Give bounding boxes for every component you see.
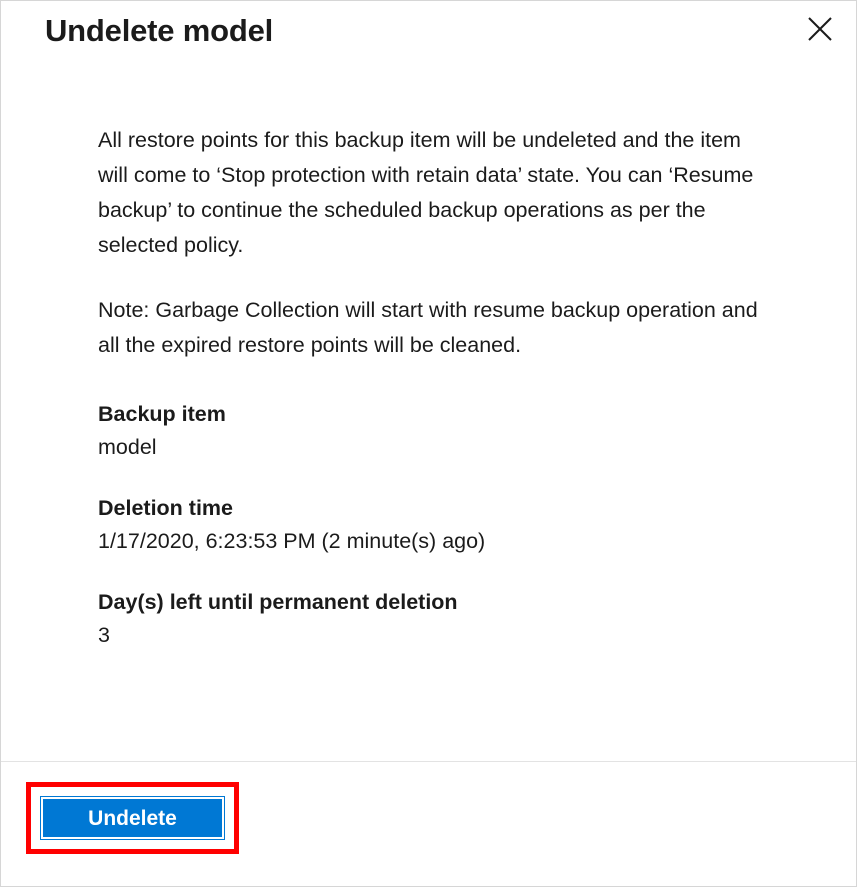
field-label-days-left: Day(s) left until permanent deletion (98, 590, 458, 614)
field-label-backup-item: Backup item (98, 402, 226, 426)
field-backup-item (98, 399, 761, 463)
dialog-body (1, 63, 856, 761)
dialog-footer (1, 761, 856, 886)
field-days-left (98, 587, 761, 651)
description-paragraph-2: Note: Garbage Collection will start with resume backup operation and all the expired restore points will be cleaned. (98, 298, 758, 357)
dialog-header (1, 1, 856, 63)
undelete-button[interactable]: Undelete (41, 797, 224, 839)
field-value-deletion-time: 1/17/2020, 6:23:53 PM (2 minute(s) ago) (98, 529, 486, 553)
field-deletion-time (98, 493, 761, 557)
field-value-days-left: 3 (98, 623, 110, 647)
field-value-backup-item: model (98, 435, 157, 459)
close-button[interactable] (798, 9, 842, 49)
page-title: Undelete model (45, 13, 274, 48)
description-paragraph-1: All restore points for this backup item will be undeleted and the item will come to ‘Stop protection with retain data’ state. You can ‘Resume backup’ to continue the scheduled backup operations as per the selected policy. (98, 128, 754, 257)
field-label-deletion-time: Deletion time (98, 496, 233, 520)
close-icon (806, 15, 834, 43)
